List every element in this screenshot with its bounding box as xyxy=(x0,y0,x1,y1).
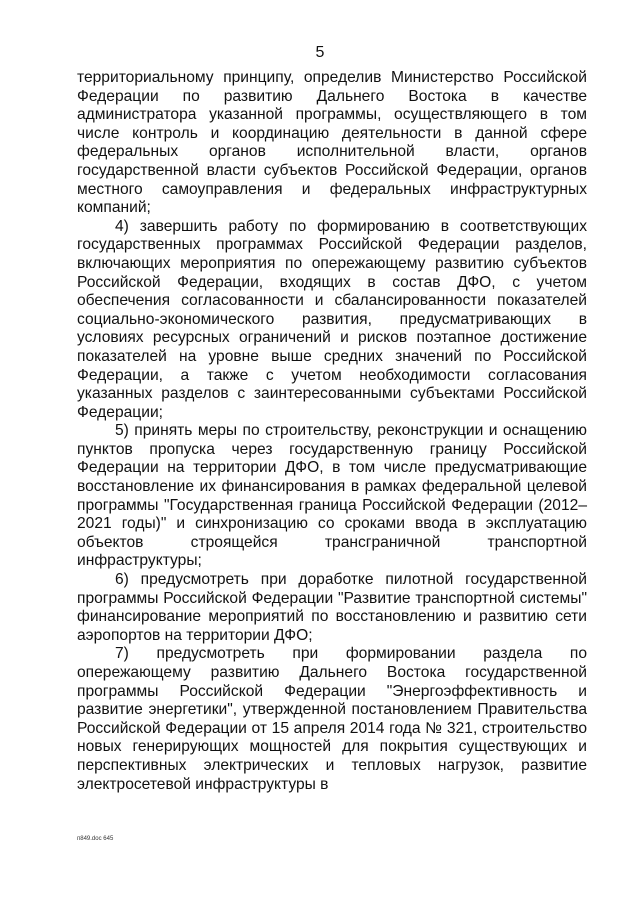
paragraph-item-5: 5) принять меры по строительству, реконструкции и оснащению пунктов пропуска через государственную границу Российской Федерации на территории ДФО, в том числе предусматривающие восстановление их финансирования в рамках федеральной целевой программы "Государственная граница Российской Федерации (2012–2021 годы)" и синхронизацию со сроками ввода в эксплуатацию объектов строящейся трансграничной транспортной инфраструктуры; xyxy=(77,422,587,570)
paragraph-item-4: 4) завершить работу по формированию в соответствующих государственных программах Российской Федерации разделов, включающих мероприятия по опережающему развитию субъектов Российской Федерации, входящих в состав ДФО, с учетом обеспечения согласованности и сбалансированности показателей социально-экономического развития, предусматривающих в условиях ресурсных ограничений и рисков поэтапное достижение показателей на уровне выше средних значений по Российской Федерации, а также с учетом необходимости согласования указанных разделов с заинтересованными субъектами Российской Федерации; xyxy=(77,217,587,421)
page-number: 5 xyxy=(315,44,325,61)
document-footer-code: п849.doc 645 xyxy=(77,836,114,842)
paragraph-continuation: территориальному принципу, определив Министерство Российской Федерации по развитию Дальнего Востока в качестве администратора указанной программы, осуществляющего в том числе контроль и координацию деятельности в данной сфере федеральных органов исполнительной власти, органов государственной власти субъектов Российской Федерации, органов местного самоуправления и федеральных инфраструктурных компаний; xyxy=(77,69,587,217)
paragraph-item-6: 6) предусмотреть при доработке пилотной государственной программы Российской Федерации "Развитие транспортной системы" финансирование мероприятий по восстановлению и развитию сети аэропортов на территории ДФО; xyxy=(77,571,587,644)
document-body xyxy=(77,69,587,794)
paragraph-item-7: 7) предусмотреть при формировании раздела по опережающему развитию Дальнего Востока государственной программы Российской Федерации "Энергоэффективность и развитие энергетики", утвержденной постановлением Правительства Российской Федерации от 15 апреля 2014 года № 321, строительство новых генерирующих мощностей для покрытия существующих и перспективных электрических и тепловых нагрузок, развитие электросетевой инфраструктуры в xyxy=(77,645,587,793)
